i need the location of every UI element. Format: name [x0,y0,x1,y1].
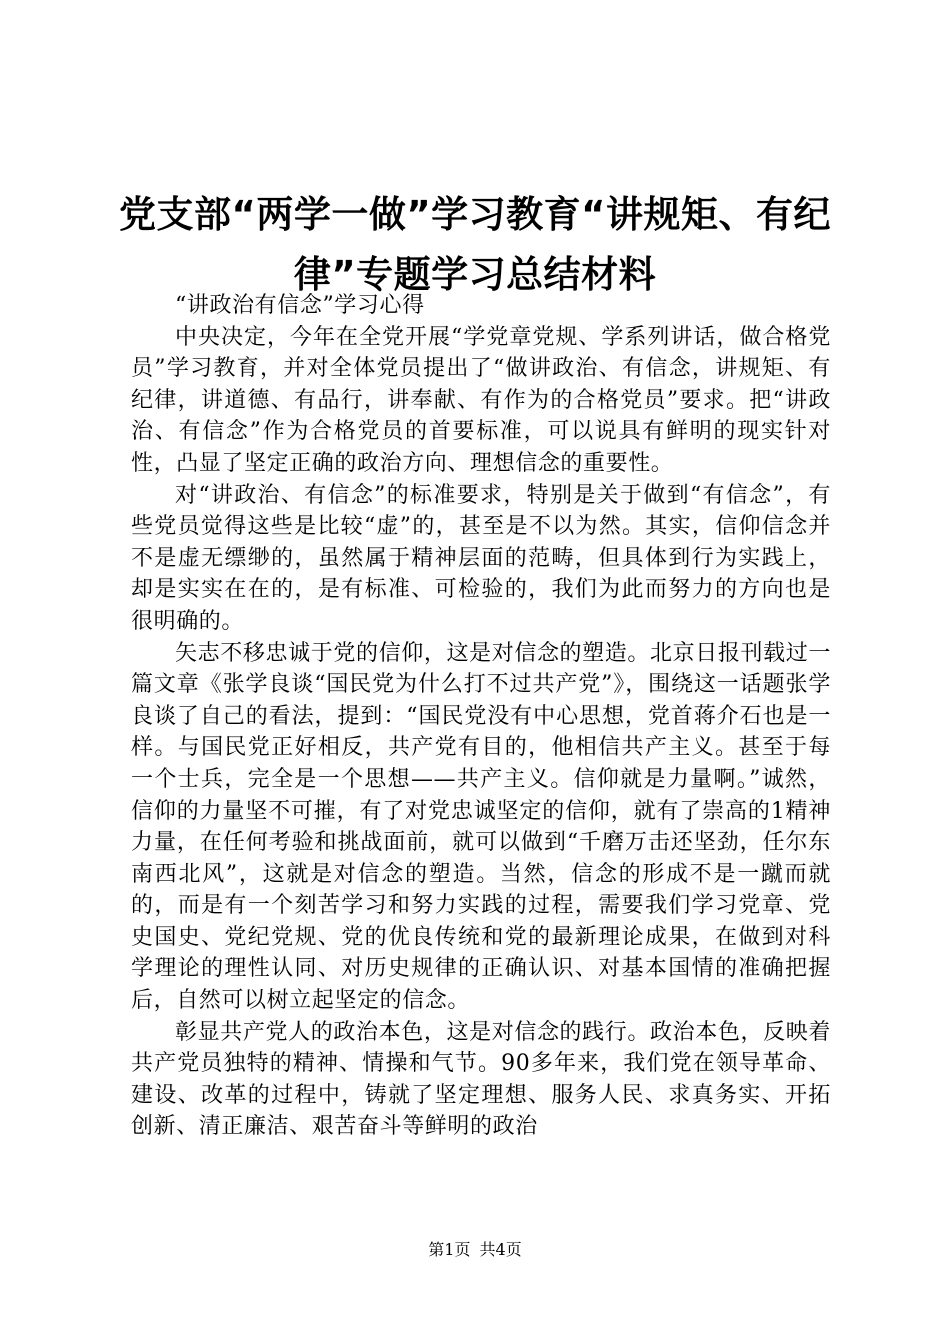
paragraph: 中央决定，今年在全党开展“学党章党规、学系列讲话，做合格党员”学习教育，并对全体党员提出了“做讲政治、有信念，讲规矩、有纪律，讲道德、有品行，讲奉献、有作为的合格党员”要求。把“讲政治、有信念”作为合格党员的首要标准，可以说具有鲜明的现实针对性，凸显了坚定正确的政治方向、理想信念的重要性。 [131,324,831,476]
paragraph: 对“讲政治、有信念”的标准要求，特别是关于做到“有信念”，有些党员觉得这些是比较“虚”的，甚至是不以为然。其实，信仰信念并不是虚无缥缈的，虽然属于精神层面的范畴，但具体到行为实践上，却是实实在在的，是有标准、可检验的，我们为此而努力的方向也是很明确的。 [131,482,831,634]
document-body [131,290,831,1143]
page-number-footer: 第1页 共4页 [428,1240,522,1259]
paragraph: 矢志不移忠诚于党的信仰，这是对信念的塑造。北京日报刊载过一篇文章《张学良谈“国民党为什么打不过共产党”》，围绕这一话题张学良谈了自己的看法，提到：“国民党没有中心思想，党首蒋介石也是一样。与国民党正好相反，共产党有目的，他相信共产主义。甚至于每一个士兵，完全是一个思想——共产主义。信仰就是力量啊。”诚然，信仰的力量坚不可摧，有了对党忠诚坚定的信仰，就有了崇高的1精神力量，在任何考验和挑战面前，就可以做到“千磨万击还坚劲，任尔东南西北风”，这就是对信念的塑造。当然，信念的形成不是一蹴而就的，而是有一个刻苦学习和努力实践的过程，需要我们学习党章、党史国史、党纪党规、党的优良传统和党的最新理论成果，在做到对科学理论的理性认同、对历史规律的正确认识、对基本国情的准确把握后，自然可以树立起坚定的信念。 [131,640,831,1014]
document-title: 党支部“两学一做”学习教育“讲规矩、有纪律”专题学习总结材料 [119,192,831,296]
paragraph: 彰显共产党人的政治本色，这是对信念的践行。政治本色，反映着共产党员独特的精神、情操和气节。90多年来，我们党在领导革命、建设、改革的过程中，铸就了坚定理想、服务人民、求真务实、开拓创新、清正廉洁、艰苦奋斗等鲜明的政治 [131,1019,831,1140]
paragraph-subtitle: “讲政治有信念”学习心得 [175,293,425,318]
